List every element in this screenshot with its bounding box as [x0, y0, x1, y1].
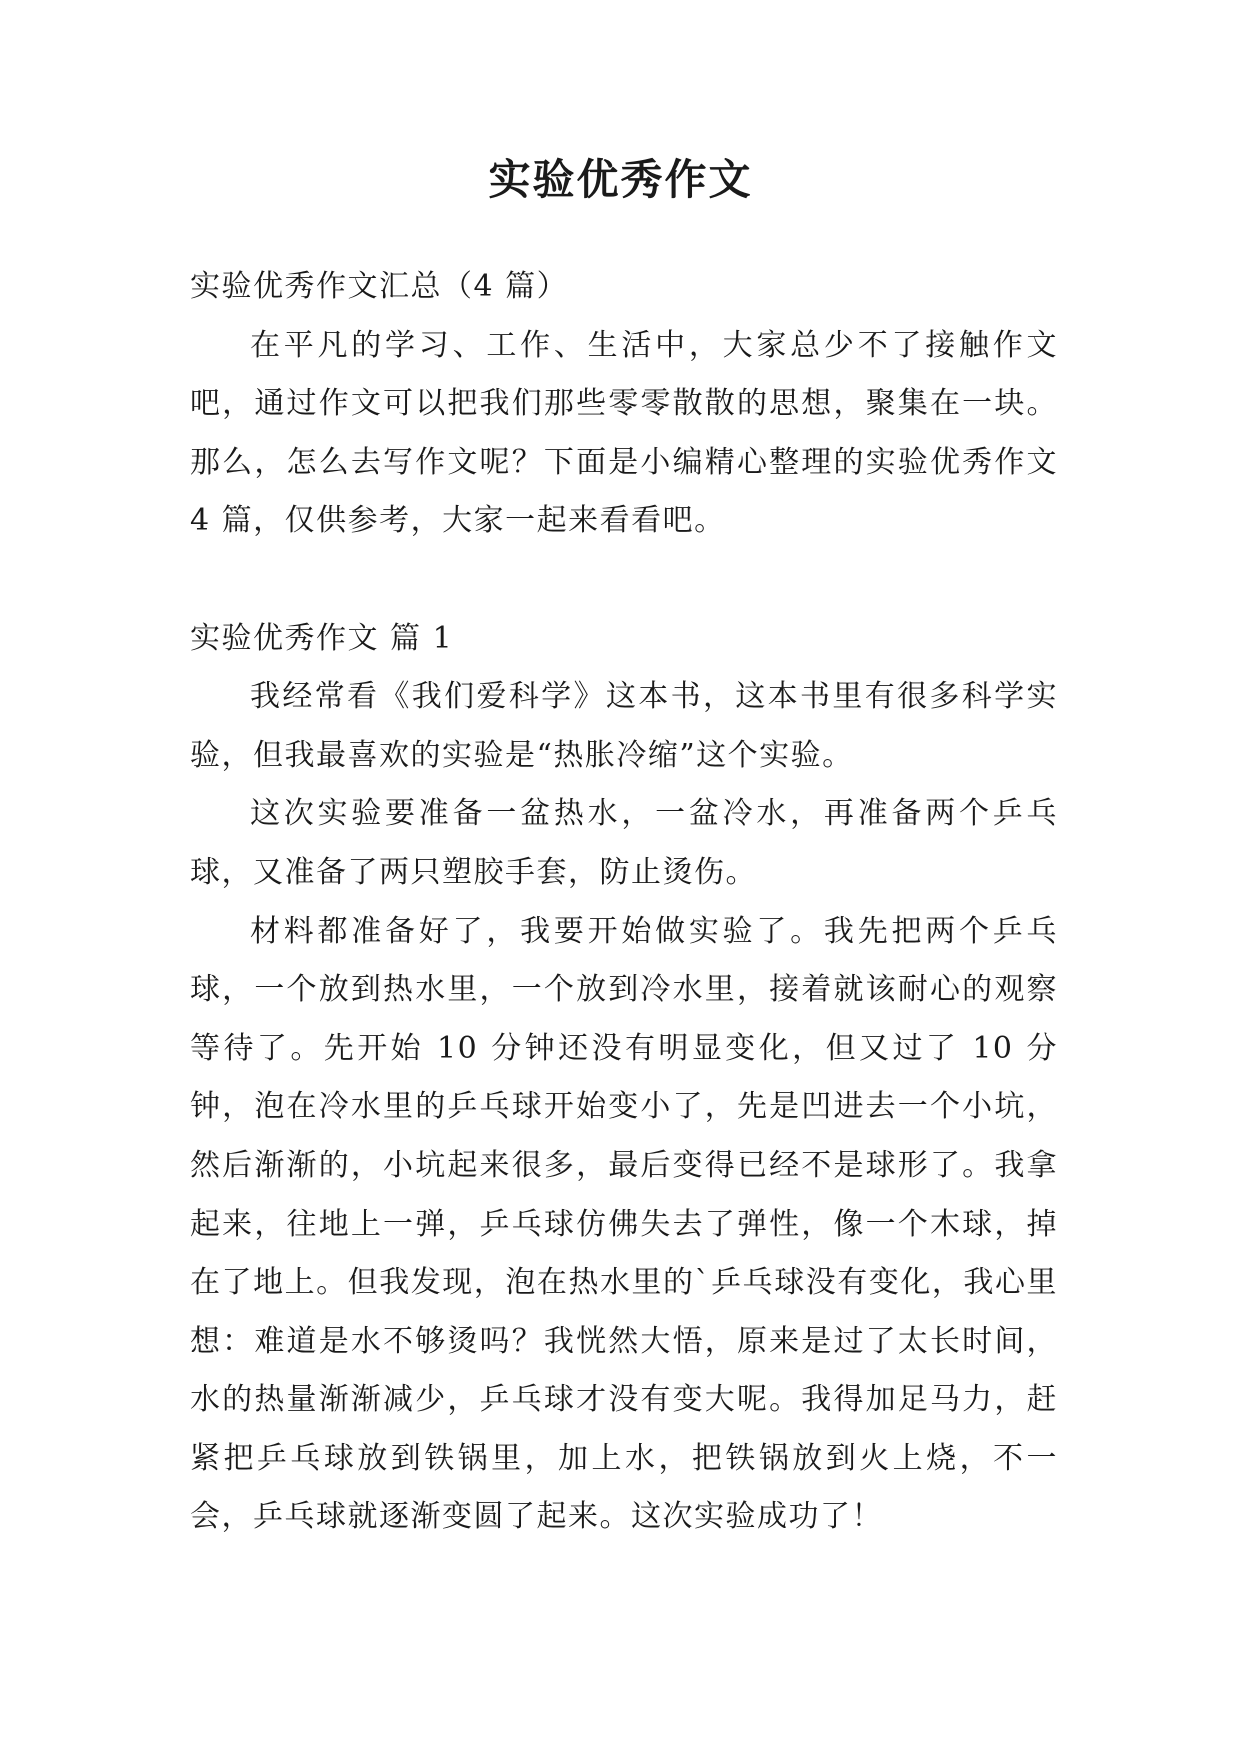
- document-body: [190, 258, 1058, 1547]
- section-spacer: [190, 551, 1058, 610]
- summary-heading: 实验优秀作文汇总（4 篇）: [190, 269, 569, 304]
- essay-1-paragraph-2: 这次实验要准备一盆热水，一盆冷水，再准备两个乒乓球，又准备了两只塑胶手套，防止烫伤。: [190, 796, 1058, 890]
- essay-1-paragraph-1: 我经常看《我们爱科学》这本书，这本书里有很多科学实验，但我最喜欢的实验是“热胀冷缩”这个实验。: [190, 679, 1058, 773]
- document-title: 实验优秀作文: [488, 155, 753, 204]
- essay-1-paragraph-3: 材料都准备好了，我要开始做实验了。我先把两个乒乓球，一个放到热水里，一个放到冷水里，接着就该耐心的观察等待了。先开始 10 分钟还没有明显变化，但又过了 10 分钟，泡在冷水里的乒乓球开始变小了，先是凹进去一个小坑，然后渐渐的，小坑起来很多，最后变得已经不是球形了。我拿起来，往地上一弹，乒乓球仿佛失去了弹性，像一个木球，掉在了地上。但我发现，泡在热水里的`乒乓球没有变化，我心里想：难道是水不够烫吗？我恍然大悟，原来是过了太长时间，水的热量渐渐减少，乒乓球才没有变大呢。我得加足马力，赶紧把乒乓球放到铁锅里，加上水，把铁锅放到火上烧，不一会，乒乓球就逐渐变圆了起来。这次实验成功了！: [190, 913, 1058, 1535]
- essay-1-heading: 实验优秀作文 篇 1: [190, 620, 454, 656]
- intro-paragraph: 在平凡的学习、工作、生活中，大家总少不了接触作文吧，通过作文可以把我们那些零零散散的思想，聚集在一块。那么，怎么去写作文呢？下面是小编精心整理的实验优秀作文 4 篇，仅供参考，大家一起来看看吧。: [190, 327, 1058, 539]
